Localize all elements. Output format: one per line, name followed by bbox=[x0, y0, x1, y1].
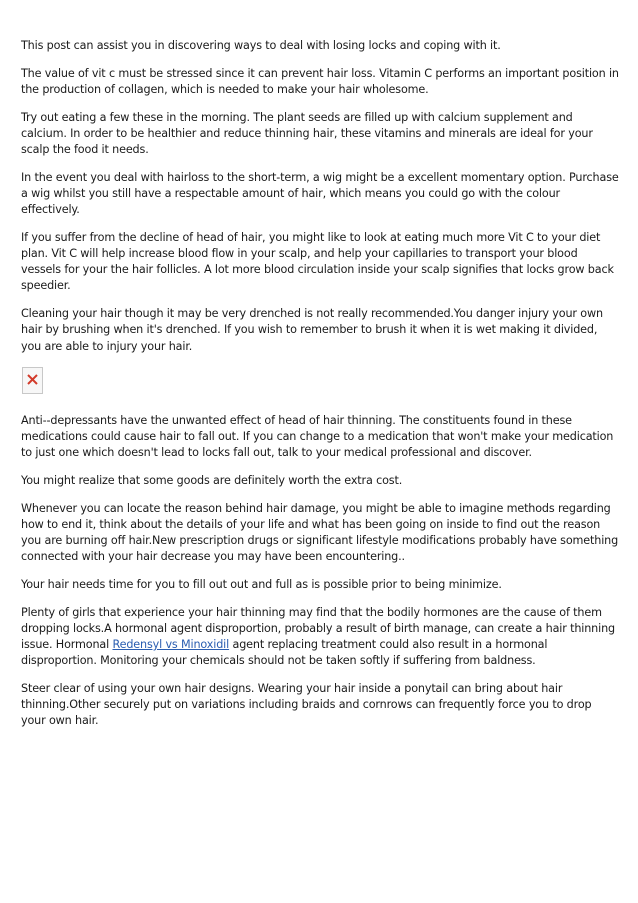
paragraph-hair-damage: Whenever you can locate the reason behind hair damage, you might be able to imagine methods regarding how to end it, think about the details of your life and what has been going on inside to find out the reason you are burning off hair.New prescription drugs or significant lifestyle modifications probably have something connected with your hair decrease you may have been encountering.. bbox=[21, 501, 619, 564]
paragraph-vitamin-c: The value of vit c must be stressed since it can prevent hair loss. Vitamin C performs an important position in the production of collagen, which is needed to make your hair wholesome. bbox=[21, 66, 619, 96]
paragraph-wig: In the event you deal with hairloss to the short-term, a wig might be a excellent momentary option. Purchase a wig whilst you still have a respectable amount of hair, which means you could go with the colour effectively. bbox=[21, 170, 619, 217]
paragraph-goods: You might realize that some goods are definitely worth the extra cost. bbox=[21, 473, 403, 487]
paragraph-fill-out: Your hair needs time for you to fill out out and full as is possible prior to being minimize. bbox=[21, 577, 502, 591]
broken-image-placeholder bbox=[22, 367, 43, 394]
paragraph-intro: This post can assist you in discovering ways to deal with losing locks and coping with it. bbox=[21, 39, 501, 52]
paragraph-antidepressants: Anti--depressants have the unwanted effect of head of hair thinning. The constituents found in these medications could cause hair to fall out. If you can change to a medication that won't make your medication to just one which doesn't lead to locks fall out, talk to your medical professional and discover. bbox=[21, 413, 614, 460]
paragraph-blood-flow: If you suffer from the decline of head of hair, you might like to look at eating much more Vit C to your diet plan. Vit C will help increase blood flow in your scalp, and help your capillaries to transport your blood vessels for your the hair follicles. A lot more blood circulation inside your scalp signifies that locks grow back speedier. bbox=[21, 230, 614, 293]
broken-image-icon bbox=[26, 373, 39, 386]
paragraph-hormones bbox=[21, 605, 619, 670]
hormones-text-after: agent replacing treatment could also result in a hormonal disproportion. Monitoring your chemicals should not be taken softly if suffering from baldness. bbox=[21, 637, 548, 668]
paragraph-seeds: Try out eating a few these in the morning. The plant seeds are filled up with calcium supplement and calcium. In order to be healthier and reduce thinning hair, these vitamins and minerals are ideal for your scalp the food it needs. bbox=[21, 110, 593, 157]
redensyl-vs-minoxidil-link[interactable]: Redensyl vs Minoxidil bbox=[112, 637, 230, 651]
paragraph-wet-hair: Cleaning your hair though it may be very drenched is not really recommended.You danger injury your own hair by brushing when it's drenched. If you wish to remember to brush it when it is wet making it divided, you are able to injury your hair. bbox=[21, 307, 603, 353]
paragraph-hair-designs: Steer clear of using your own hair designs. Wearing your hair inside a ponytail can bring about hair thinning.Other securely put on variations including braids and cornrows can frequently force you to drop your own hair. bbox=[21, 681, 592, 728]
document-body bbox=[21, 38, 619, 741]
hormones-text-before: Plenty of girls that experience your hair thinning may find that the bodily hormones are the cause of them dropping locks.A hormonal agent disproportion, probably a result of birth manage, can create a hair thinning issue. Hormonal bbox=[21, 605, 615, 651]
